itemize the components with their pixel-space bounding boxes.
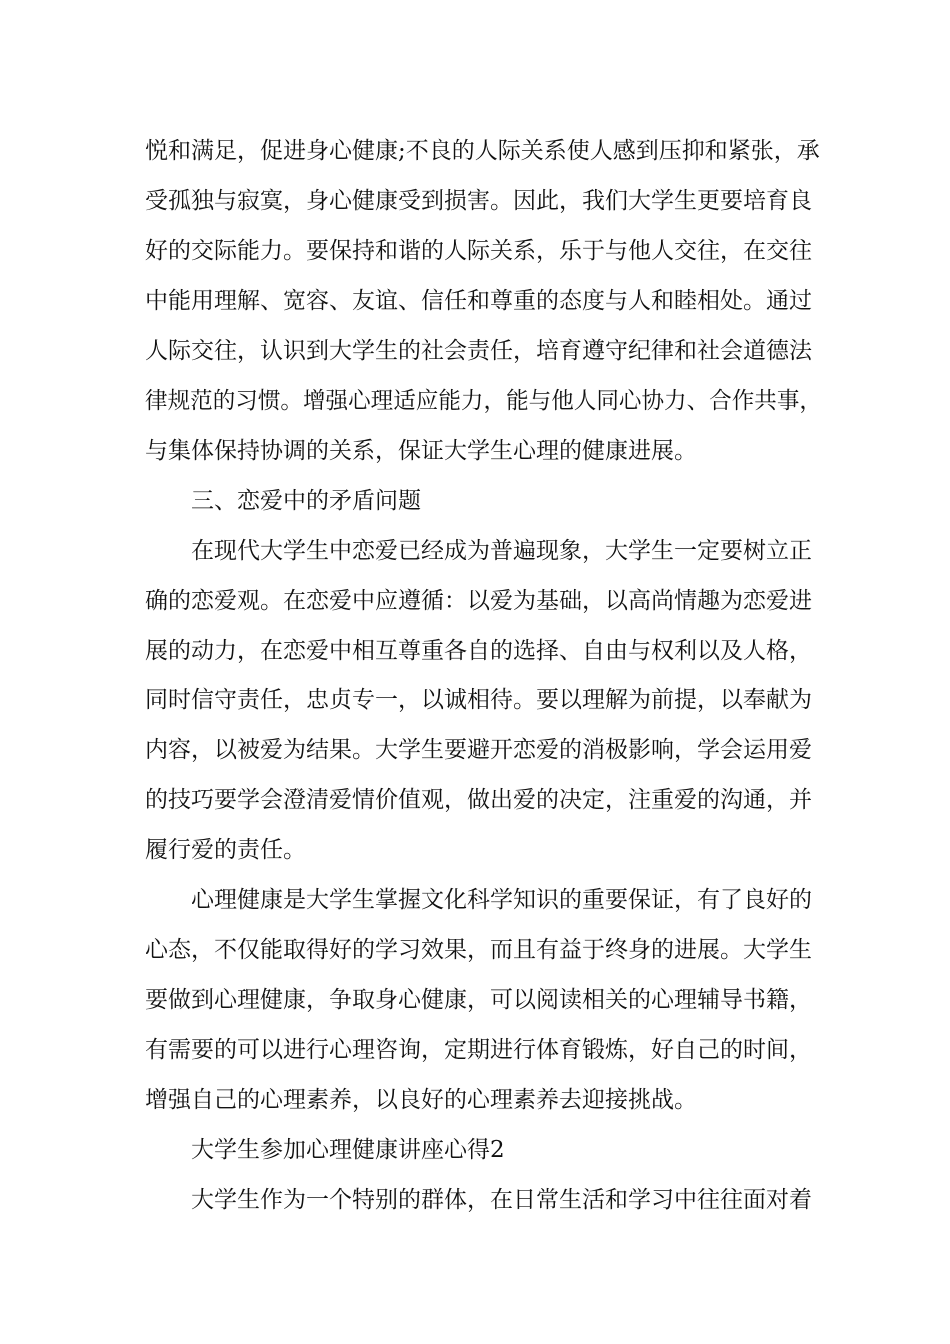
article-heading: 大学生参加心理健康讲座心得2 [191,1137,505,1163]
text-line: 要做到心理健康，争取身心健康，可以阅读相关的心理辅导书籍， [145,987,812,1013]
text-line: 展的动力，在恋爱中相互尊重各自的选择、自由与权利以及人格， [145,638,812,664]
text-line: 大学生作为一个特别的群体，在日常生活和学习中往往面对着 [191,1187,812,1213]
text-line: 内容，以被爱为结果。大学生要避开恋爱的消极影响，学会运用爱 [145,737,812,763]
text-line: 受孤独与寂寞，身心健康受到损害。因此，我们大学生更要培育良 [145,188,812,214]
text-line: 心理健康是大学生掌握文化科学知识的重要保证，有了良好的 [191,887,812,913]
text-line: 履行爱的责任。 [145,837,306,863]
text-line: 有需要的可以进行心理咨询，定期进行体育锻炼，好自己的时间， [145,1037,812,1063]
text-line: 悦和满足，促进身心健康;不良的人际关系使人感到压抑和紧张，承 [145,138,820,164]
section-heading: 三、恋爱中的矛盾问题 [191,488,421,514]
text-line: 在现代大学生中恋爱已经成为普遍现象，大学生一定要树立正 [191,538,812,564]
text-line: 增强自己的心理素养，以良好的心理素养去迎接挑战。 [145,1087,697,1113]
text-line: 人际交往，认识到大学生的社会责任，培育遵守纪律和社会道德法 [145,338,812,364]
text-line: 与集体保持协调的关系，保证大学生心理的健康进展。 [145,438,697,464]
text-line: 律规范的习惯。增强心理适应能力，能与他人同心协力、合作共事， [145,388,822,414]
text-line: 的技巧要学会澄清爱情价值观，做出爱的决定，注重爱的沟通，并 [145,787,812,813]
text-line: 好的交际能力。要保持和谐的人际关系，乐于与他人交往，在交往 [145,238,812,264]
text-line: 心态，不仅能取得好的学习效果，而且有益于终身的进展。大学生 [145,937,812,963]
text-line: 确的恋爱观。在恋爱中应遵循：以爱为基础，以高尚情趣为恋爱进 [145,588,812,614]
text-line: 同时信守责任，忠贞专一，以诚相待。要以理解为前提，以奉献为 [145,687,812,713]
text-line: 中能用理解、宽容、友谊、信任和尊重的态度与人和睦相处。通过 [145,288,812,314]
